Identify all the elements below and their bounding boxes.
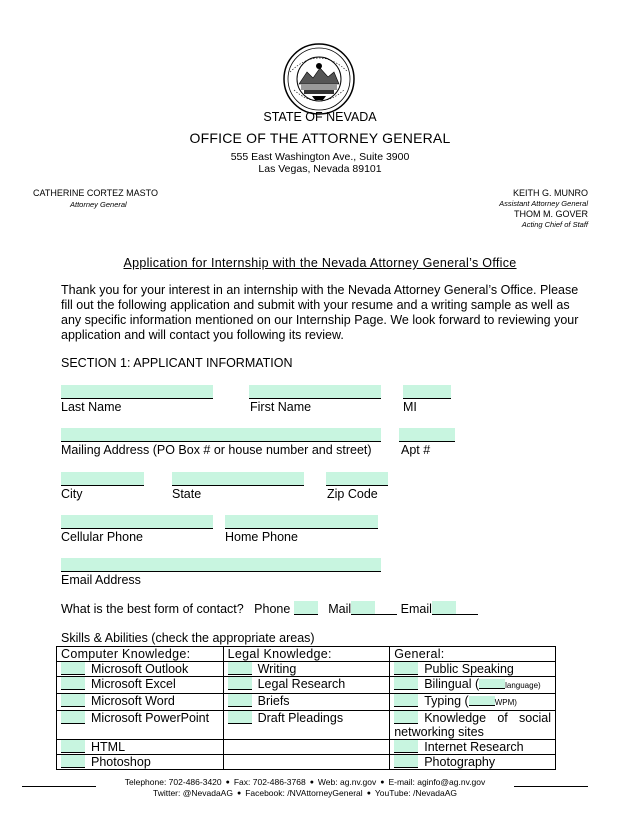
apt-input[interactable]: [399, 428, 455, 442]
bullet-icon: ●: [309, 779, 314, 786]
skill-checkbox[interactable]: [394, 662, 418, 675]
language-suffix: language): [505, 681, 541, 690]
apt-label: Apt #: [401, 443, 431, 457]
table-row: [57, 755, 556, 770]
assistant-ag-title: Assistant Attorney General: [499, 199, 588, 208]
address-line-2: Las Vegas, Nevada 89101: [258, 163, 382, 175]
cell-phone-input[interactable]: [61, 515, 213, 529]
footer-social-line: [0, 788, 610, 798]
skill-cell: [390, 694, 556, 711]
email-input[interactable]: [61, 558, 381, 572]
footer-fax: Fax: 702-486-3768: [233, 777, 306, 787]
skill-checkbox[interactable]: [228, 662, 252, 675]
contact-mail-underline: [375, 603, 397, 615]
chief-of-staff-title: Acting Chief of Staff: [521, 220, 588, 229]
staff-block: [499, 188, 588, 230]
city-input[interactable]: [61, 472, 144, 486]
skill-checkbox[interactable]: [394, 711, 418, 724]
skill-cell: [223, 740, 390, 755]
zip-input[interactable]: [326, 472, 388, 486]
skill-cell: [390, 662, 556, 677]
contact-phone-label: Phone: [254, 602, 291, 616]
skill-label: Briefs: [257, 694, 290, 708]
last-name-label: Last Name: [61, 400, 122, 414]
general-header: General:: [390, 647, 556, 662]
attorney-general-name: CATHERINE CORTEZ MASTO: [33, 188, 159, 198]
skill-cell: [223, 677, 390, 694]
wpm-input[interactable]: [469, 696, 495, 706]
office-heading: OFFICE OF THE ATTORNEY GENERAL: [189, 130, 451, 146]
skill-label: Microsoft Word: [91, 694, 175, 708]
contact-mail-box[interactable]: [351, 601, 375, 615]
contact-question: What is the best form of contact?: [61, 602, 244, 616]
skill-checkbox[interactable]: [61, 662, 85, 675]
contact-email-label: Email: [400, 602, 432, 616]
state-heading: STATE OF NEVADA: [263, 110, 377, 124]
legal-header: Legal Knowledge:: [223, 647, 390, 662]
skill-checkbox[interactable]: [61, 711, 85, 724]
computer-header: Computer Knowledge:: [57, 647, 224, 662]
skill-label: Knowledge: [424, 711, 487, 725]
table-row: [57, 711, 556, 740]
skill-label: Writing: [257, 662, 297, 676]
skill-cell: [390, 677, 556, 694]
assistant-ag-name: KEITH G. MUNRO: [512, 188, 588, 198]
skill-checkbox[interactable]: [394, 677, 418, 690]
skill-label: Draft Pleadings: [257, 711, 344, 725]
skill-cell: [57, 677, 224, 694]
skill-cell: [390, 740, 556, 755]
section-1-heading: SECTION 1: APPLICANT INFORMATION: [61, 356, 293, 370]
skill-label: Microsoft PowerPoint: [91, 711, 210, 725]
skill-label: HTML: [91, 740, 126, 754]
mi-input[interactable]: [403, 385, 451, 399]
table-row: [57, 740, 556, 755]
skill-label: Public Speaking: [424, 662, 514, 676]
contact-mail-label: Mail: [328, 602, 352, 616]
skill-checkbox[interactable]: [228, 694, 252, 707]
skill-cell: [223, 694, 390, 711]
footer-contact-line: [0, 777, 610, 787]
bullet-icon: ●: [225, 779, 230, 786]
skill-label-word: of: [497, 711, 508, 725]
last-name-input[interactable]: [61, 385, 213, 399]
mailing-address-input[interactable]: [61, 428, 381, 442]
skill-label-word: social: [519, 711, 551, 725]
skill-checkbox[interactable]: [394, 755, 418, 768]
state-label: State: [172, 487, 202, 501]
email-label: Email Address: [61, 573, 141, 587]
skill-checkbox[interactable]: [61, 677, 85, 690]
skill-checkbox[interactable]: [228, 677, 252, 690]
contact-phone-box[interactable]: [294, 601, 318, 615]
skill-label: Internet Research: [424, 740, 524, 754]
skill-cell: [57, 662, 224, 677]
skill-checkbox[interactable]: [61, 694, 85, 707]
footer-facebook[interactable]: Facebook: /NVAttorneyGeneral: [245, 788, 363, 798]
bullet-icon: ●: [236, 790, 242, 797]
contact-email-box[interactable]: [432, 601, 456, 615]
skills-title: Skills & Abilities (check the appropriate areas): [61, 631, 315, 645]
contact-preference: [61, 601, 478, 616]
intro-paragraph: Thank you for your interest in an internship with the Nevada Attorney General’s Office. Please fill out the following application and submit with your resume and a writing sample as well as any specific information mentioned on our Internship Page. We look forward to reviewing your application and will contact you following its review.: [61, 283, 579, 342]
footer-twitter[interactable]: Twitter: @NevadaAG: [152, 788, 233, 798]
footer-email[interactable]: E-mail: aginfo@ag.nv.gov: [388, 777, 486, 787]
skill-label: Photoshop: [91, 755, 151, 769]
skill-checkbox[interactable]: [394, 694, 418, 707]
footer-youtube[interactable]: YouTube: /NevadaAG: [374, 788, 457, 798]
skill-cell: [223, 662, 390, 677]
home-phone-input[interactable]: [225, 515, 378, 529]
skill-cell: [223, 711, 390, 740]
skill-label: Microsoft Excel: [91, 677, 176, 691]
skill-cell: [57, 711, 224, 740]
skill-checkbox[interactable]: [394, 740, 418, 753]
skill-label: Legal Research: [257, 677, 346, 691]
footer-web[interactable]: Web: ag.nv.gov: [317, 777, 377, 787]
zip-label: Zip Code: [327, 487, 378, 501]
attorney-general-title: Attorney General: [70, 200, 127, 209]
table-row: [57, 647, 556, 662]
bullet-icon: ●: [366, 790, 371, 797]
address-line-1: 555 East Washington Ave., Suite 3900: [230, 151, 410, 163]
skill-checkbox[interactable]: [61, 755, 85, 768]
table-row: [57, 677, 556, 694]
mi-label: MI: [403, 400, 417, 414]
skill-label: Bilingual (: [424, 677, 480, 691]
skill-checkbox[interactable]: [61, 740, 85, 753]
contact-email-underline: [456, 603, 478, 615]
table-row: [57, 662, 556, 677]
knowledge-line: [394, 711, 551, 725]
state-input[interactable]: [172, 472, 304, 486]
skill-cell: [57, 755, 224, 770]
cell-phone-label: Cellular Phone: [61, 530, 143, 544]
city-label: City: [61, 487, 83, 501]
skill-checkbox[interactable]: [228, 711, 252, 724]
first-name-label: First Name: [250, 400, 312, 414]
table-row: [57, 694, 556, 711]
skill-label: Typing (: [424, 694, 469, 708]
wpm-suffix: WPM): [494, 698, 517, 707]
language-input[interactable]: [479, 679, 505, 689]
skill-label-continued: networking sites: [394, 725, 484, 739]
home-phone-label: Home Phone: [225, 530, 298, 544]
bullet-icon: ●: [380, 779, 385, 786]
form-title: Application for Internship with the Nevada Attorney General’s Office: [123, 256, 517, 270]
state-seal-icon: [282, 42, 356, 116]
skill-cell: [57, 740, 224, 755]
skill-cell: [390, 755, 556, 770]
skill-label: Microsoft Outlook: [91, 662, 189, 676]
mailing-address-label: Mailing Address (PO Box # or house number and street): [61, 443, 372, 457]
skill-cell: [57, 694, 224, 711]
skill-cell: [390, 711, 556, 740]
skill-label: Photography: [424, 755, 496, 769]
footer-phone: Telephone: 702-486-3420: [124, 777, 222, 787]
chief-of-staff-name: THOM M. GOVER: [514, 209, 588, 219]
skill-cell: [223, 755, 390, 770]
skills-table: [56, 646, 556, 770]
first-name-input[interactable]: [249, 385, 381, 399]
